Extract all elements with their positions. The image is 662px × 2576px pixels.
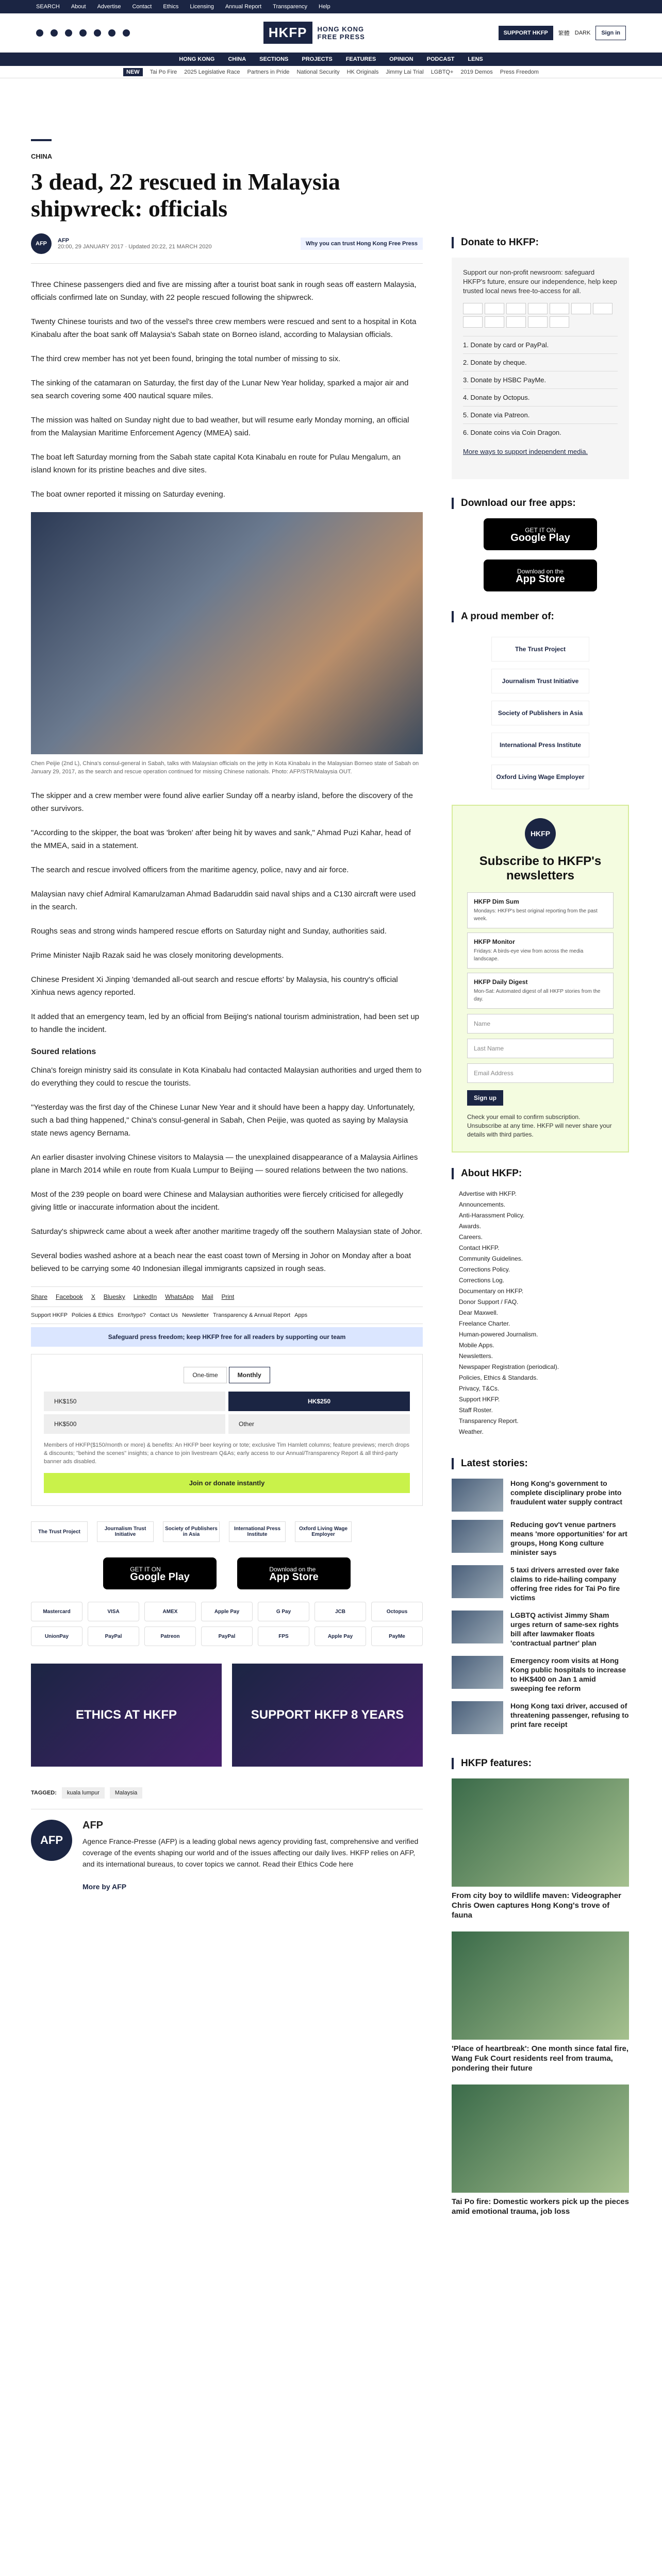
badge-big: Google Play — [510, 532, 570, 544]
newsletter-options — [467, 892, 614, 1009]
latest-item[interactable] — [452, 1611, 629, 1648]
nav-item[interactable]: LENS — [468, 56, 483, 62]
about-link[interactable]: Transparency Report. — [459, 1417, 519, 1425]
paragraph: Malaysian navy chief Admiral Kamarulzaman Ahmad Badaruddin said naval ships and a C130 aircraft were used in the search. — [31, 890, 416, 911]
app-store-badges — [31, 1557, 423, 1589]
latest-item[interactable] — [452, 1656, 629, 1693]
footer-link[interactable]: Error/typo? — [118, 1312, 146, 1318]
share-link[interactable]: Share — [31, 1293, 48, 1300]
feature-item[interactable] — [452, 1778, 629, 1920]
byline-text: AFP 20:00, 29 JANUARY 2017 · Updated 20:22, 21 MARCH 2020 — [58, 238, 212, 250]
trending-bar — [0, 66, 662, 78]
latest-item[interactable] — [452, 1701, 629, 1734]
payment-logo: AMEX — [144, 1602, 196, 1621]
about-heading: About HKFP: — [452, 1168, 629, 1179]
newsletter-option[interactable] — [467, 933, 614, 969]
about-link[interactable]: Newspaper Registration (periodical). — [459, 1363, 559, 1370]
badge-big: App Store — [269, 1571, 319, 1583]
support-links — [31, 1307, 423, 1324]
badge-big: Google Play — [130, 1571, 190, 1583]
newsletter-note: Check your email to confirm subscription. Unsubscribe at any time. HKFP will never share your details with third parties. — [467, 1113, 612, 1138]
latest-headline[interactable]: Emergency room visits at Hong Kong public hospitals to increase to HK$400 on Jan 1 amid sweeping fee reform — [510, 1656, 626, 1692]
about-link[interactable]: Policies, Ethics & Standards. — [459, 1374, 538, 1381]
member-heading: A proud member of: — [452, 611, 629, 622]
amex-icon — [506, 303, 526, 314]
features-heading: HKFP features: — [452, 1758, 629, 1769]
paypal-icon — [485, 316, 504, 328]
paragraph: Several bodies washed ashore at a beach near the east coast town of Mersing in Johor on Monday after a boat believed to be carrying some 40 Indonesian illegal immigrants capsized in rough seas. — [31, 1251, 411, 1273]
share-link[interactable]: X — [91, 1293, 95, 1300]
logo-line-1: HONG KONG — [317, 25, 365, 33]
latest-item[interactable] — [452, 1520, 629, 1557]
topbar-link[interactable]: Transparency — [273, 4, 307, 10]
paragraph: Saturday's shipwreck came about a week after another maritime tragedy off the southern Malaysian state of Johor. — [31, 1227, 422, 1236]
author-box-name[interactable]: AFP — [82, 1820, 103, 1831]
membership-note: Members of HKFP($150/month or more) & benefits: An HKFP beer keyring or tote; exclusive Tim Hamlett columns; feature previews; merch drops & discounts; "behind the scenes" insights; a chance to join livestream Q&As; early access to our Annual/Transparency Report & all third-party banner ads disabled. — [44, 1442, 409, 1465]
unionpay-icon — [463, 316, 483, 328]
paragraph: Three Chinese passengers died and five are missing after a tourist boat sank in rough seas off eastern Malaysia, officials confirmed late on Sunday, with 22 people rescued following the shipwreck. — [31, 280, 417, 302]
about-links — [452, 1189, 629, 1437]
sidebar-app-store[interactable] — [484, 560, 597, 591]
trust-link[interactable]: Why you can trust Hong Kong Free Press — [301, 238, 423, 250]
share-link[interactable]: Mail — [202, 1293, 213, 1300]
topbar-link[interactable]: Contact — [132, 4, 152, 10]
updated-date: Updated 20:22, 21 MARCH 2020 — [128, 244, 212, 250]
feature-item[interactable] — [452, 1931, 629, 2073]
paragraph: "According to the skipper, the boat was 'broken' after being hit by waves and sank," Ahmad Puzi Kahar, head of the MMEA, said in a statement. — [31, 828, 411, 850]
x-icon[interactable] — [51, 29, 58, 37]
latest-headline[interactable]: LGBTQ activist Jimmy Sham urges return of same-sex rights bill after lawmaker floats 'contractual partner' plan — [510, 1611, 619, 1647]
donate-text[interactable]: Support our non-profit newsroom: safeguard HKFP's future, ensure our independence, help keep trusted local news free-to-access for all. — [463, 268, 617, 295]
about-link[interactable]: Corrections Policy. — [459, 1266, 510, 1273]
rss-icon[interactable] — [123, 29, 130, 37]
support-promo[interactable]: SUPPORT HKFP 8 YEARS — [232, 1664, 423, 1767]
paragraph: The skipper and a crew member were found alive earlier Sunday off a nearby island, before the discovery of the other survivors. — [31, 791, 413, 813]
promo-banners — [31, 1664, 423, 1767]
trending-item[interactable]: 2019 Demos — [460, 69, 493, 75]
about-link[interactable]: Announcements. — [459, 1201, 506, 1208]
paragraph: China's foreign ministry said its consulate in Kota Kinabalu had contacted Malaysian authorities and urged them to do everything they could to rescue the tourists. — [31, 1066, 422, 1088]
donate-option[interactable]: 1. Donate by card or PayPal. — [463, 336, 618, 353]
paragraph: Prime Minister Najib Razak said he was closely monitoring developments. — [31, 951, 284, 960]
about-link[interactable]: Contact HKFP. — [459, 1244, 500, 1251]
about-link[interactable]: Community Guidelines. — [459, 1255, 523, 1262]
payment-logo: JCB — [315, 1602, 366, 1621]
paragraph: The sinking of the catamaran on Saturday, the first day of the Lunar New Year holiday, sparked a major air and sea search covering some 400 nautical square miles. — [31, 379, 409, 400]
paragraph: Chinese President Xi Jinping 'demanded all-out search and rescue efforts' by Malaysia, his country's official Xinhua news agency reported. — [31, 975, 398, 997]
feature-stories — [452, 1778, 629, 2216]
badge-small: Download on the — [517, 568, 564, 575]
topbar-link[interactable]: Licensing — [190, 4, 214, 10]
nav-item[interactable]: CHINA — [228, 56, 246, 62]
newsletter-input[interactable]: Name — [467, 1014, 614, 1033]
byline — [31, 233, 423, 264]
donate-option[interactable]: 3. Donate by HSBC PayMe. — [463, 371, 618, 388]
logo-line-2: FREE PRESS — [317, 32, 365, 41]
one-time-option[interactable]: One-time — [184, 1367, 226, 1383]
about-link[interactable]: Anti-Harassment Policy. — [459, 1212, 525, 1219]
instagram-icon[interactable] — [65, 29, 72, 37]
about-link[interactable]: Documentary on HKFP. — [459, 1287, 524, 1295]
share-link[interactable]: Bluesky — [103, 1293, 125, 1300]
payment-logo: G Pay — [258, 1602, 309, 1621]
facebook-icon[interactable] — [36, 29, 43, 37]
latest-thumbnail[interactable] — [452, 1565, 503, 1598]
article-photo[interactable] — [31, 512, 423, 754]
amount-options — [44, 1392, 410, 1434]
about-link[interactable]: Dear Maxwell. — [459, 1309, 499, 1316]
logo-box: HKFP — [263, 22, 312, 44]
author-avatar[interactable]: AFP — [31, 233, 52, 254]
feature-image[interactable] — [452, 1778, 629, 1887]
footer-link[interactable]: Newsletter — [182, 1312, 209, 1318]
mastercard-icon — [463, 303, 483, 314]
footer-link[interactable]: Support HKFP — [31, 1312, 68, 1318]
member-logo[interactable]: International Press Institute — [491, 733, 589, 757]
badge-small: GET IT ON — [525, 527, 556, 534]
logo-text — [318, 25, 365, 41]
nav-item[interactable]: SECTIONS — [259, 56, 289, 62]
about-link[interactable]: Support HKFP. — [459, 1396, 500, 1403]
newsletter-option-desc: Mondays: HKFP's best original reporting from the past week. — [474, 908, 598, 922]
footer-link[interactable]: Transparency & Annual Report — [213, 1312, 291, 1318]
badge-small: GET IT ON — [130, 1566, 161, 1573]
trending-item[interactable]: HK Originals — [346, 69, 379, 75]
tag[interactable]: Malaysia — [110, 1787, 142, 1799]
feature-image[interactable] — [452, 2084, 629, 2193]
topbar-link[interactable]: SEARCH — [36, 4, 60, 10]
donate-option[interactable]: 2. Donate by cheque. — [463, 353, 618, 371]
paragraph: The mission was halted on Sunday night due to bad weather, but will resume early Monday morning, an official from the Malaysian Maritime Enforcement Agency (MMEA) said. — [31, 416, 409, 437]
amount-option[interactable]: HK$500 — [44, 1414, 225, 1434]
frequency-toggle — [44, 1367, 410, 1383]
subheading: Soured relations — [31, 1047, 96, 1056]
share-link[interactable]: Facebook — [56, 1293, 83, 1300]
paragraph: An earlier disaster involving Chinese visitors to Malaysia — the unexplained disappearance of a Malaysia Airlines plane in March 2014 while en route from Kuala Lumpur to Beijing — soured relations between the two nations. — [31, 1153, 418, 1175]
about-link[interactable]: Newsletters. — [459, 1352, 493, 1360]
octopus-icon — [593, 303, 613, 314]
topbar-link[interactable]: Advertise — [97, 4, 121, 10]
newsletter-option-title: HKFP Daily Digest — [474, 978, 528, 986]
newsletter-input[interactable]: Last Name — [467, 1039, 614, 1058]
article-body-2 — [31, 789, 423, 1036]
site-logo[interactable] — [263, 22, 365, 44]
more-ways-link[interactable]: More ways to support independent media. — [463, 448, 588, 455]
trending-label: NEW — [123, 68, 143, 76]
payment-logo: Mastercard — [31, 1602, 82, 1621]
payment-card-icons — [463, 303, 618, 328]
about-link[interactable]: Weather. — [459, 1428, 484, 1435]
telegram-icon[interactable] — [108, 29, 115, 37]
newsletter-option[interactable] — [467, 973, 614, 1009]
newsletter-option[interactable] — [467, 892, 614, 928]
footer-link[interactable]: Apps — [294, 1312, 308, 1318]
article-body-3 — [31, 1064, 423, 1275]
newsletter-title: Subscribe to HKFP's newsletters — [479, 854, 602, 883]
monthly-option[interactable]: Monthly — [229, 1367, 270, 1383]
share-link[interactable]: Print — [221, 1293, 235, 1300]
latest-thumbnail[interactable] — [452, 1520, 503, 1553]
paragraph: The boat owner reported it missing on Saturday evening. — [31, 490, 225, 499]
sidebar — [452, 237, 629, 2228]
visa-icon — [485, 303, 504, 314]
nav-item[interactable]: PODCAST — [426, 56, 455, 62]
donate-box — [452, 258, 629, 479]
member-logo[interactable]: The Trust Project — [31, 1521, 88, 1542]
share-link[interactable]: WhatsApp — [165, 1293, 194, 1300]
about-link[interactable]: Mobile Apps. — [459, 1342, 494, 1349]
ethics-promo[interactable]: ETHICS AT HKFP — [31, 1664, 222, 1767]
latest-thumbnail[interactable] — [452, 1479, 503, 1512]
donation-widget — [31, 1354, 423, 1506]
feature-headline[interactable]: From city boy to wildlife maven: Videographer Chris Owen captures Hong Kong's trove of fauna — [452, 1891, 621, 1920]
nav-item[interactable]: OPINION — [389, 56, 413, 62]
payme-icon — [550, 316, 569, 328]
gpay-icon — [550, 303, 569, 314]
latest-item[interactable] — [452, 1565, 629, 1602]
paragraph: It added that an emergency team, led by an official from Beijing's national tourism administration, had been set up to handle the incident. — [31, 1012, 420, 1034]
newsletter-logo: HKFP — [525, 818, 556, 849]
member-logo[interactable]: Journalism Trust Initiative — [97, 1521, 154, 1542]
payment-logo: UnionPay — [31, 1626, 82, 1646]
article-body-1 — [31, 278, 423, 501]
publish-date: 20:00, 29 JANUARY 2017 — [58, 244, 124, 250]
trending-item[interactable]: Partners in Pride — [247, 69, 290, 75]
youtube-icon[interactable] — [94, 29, 101, 37]
payment-logo: Apple Pay — [201, 1602, 253, 1621]
about-link[interactable]: Careers. — [459, 1233, 483, 1241]
latest-headline[interactable]: Hong Kong taxi driver, accused of threatening passenger, refusing to print fare receipt — [510, 1702, 629, 1728]
latest-headline[interactable]: Hong Kong's government to complete disciplinary probe into fraudulent water supply contract — [510, 1479, 623, 1506]
author-box-avatar[interactable]: AFP — [31, 1820, 72, 1861]
newsletter-fields — [467, 1014, 614, 1083]
nav-item[interactable]: HONG KONG — [179, 56, 215, 62]
payment-logo: FPS — [258, 1626, 309, 1646]
trending-item[interactable]: National Security — [296, 69, 340, 75]
safeguard-banner[interactable]: Safeguard press freedom; keep HKFP free for all readers by supporting our team — [31, 1327, 423, 1347]
topbar-link[interactable]: Annual Report — [225, 4, 262, 10]
donate-option[interactable]: 5. Donate via Patreon. — [463, 406, 618, 423]
about-link[interactable]: Human-powered Journalism. — [459, 1331, 538, 1338]
paragraph: The third crew member has not yet been found, bringing the total number of missing to six. — [31, 354, 341, 363]
about-link[interactable]: Corrections Log. — [459, 1277, 505, 1284]
member-logos — [31, 1521, 423, 1542]
trending-item[interactable]: Tai Po Fire — [150, 69, 177, 75]
donate-heading: Donate to HKFP: — [452, 237, 629, 248]
latest-item[interactable] — [452, 1479, 629, 1512]
feature-image[interactable] — [452, 1931, 629, 2040]
apps-heading: Download our free apps: — [452, 498, 629, 509]
latest-heading: Latest stories: — [452, 1458, 629, 1469]
member-logo[interactable]: International Press Institute — [229, 1521, 286, 1542]
share-link[interactable]: LinkedIn — [133, 1293, 157, 1300]
trending-item[interactable]: Press Freedom — [500, 69, 539, 75]
donate-option[interactable]: 4. Donate by Octopus. — [463, 388, 618, 406]
header-actions — [499, 26, 626, 40]
latest-headline[interactable]: 5 taxi drivers arrested over fake claims to ride-hailing company offering free rides for Tai Po fire victims — [510, 1566, 620, 1602]
feature-headline[interactable]: Tai Po fire: Domestic workers pick up the pieces amid emotional trauma, job loss — [452, 2197, 629, 2216]
article — [31, 139, 423, 1904]
member-logo[interactable]: The Trust Project — [491, 637, 589, 662]
patreon-icon — [506, 316, 526, 328]
article-title: 3 dead, 22 rescued in Malaysia shipwreck: officials — [31, 168, 340, 222]
author-name[interactable]: AFP — [58, 238, 69, 244]
payment-logo: PayPal — [201, 1626, 253, 1646]
member-logo[interactable]: Journalism Trust Initiative — [491, 669, 589, 693]
photo-caption: Chen Peijie (2nd L), China's consul-general in Sabah, talks with Malaysian officials on the jetty in Kota Kinabalu in the Malaysian Borneo state of Sabah on January 29, 2017, as the search and rescue operation continued for missing Chinese nationals. Photo: AFP/STR/Malaysia OUT. — [31, 760, 419, 775]
member-logo[interactable]: Oxford Living Wage Employer — [491, 765, 589, 789]
paragraph: Most of the 239 people on board were Chinese and Malaysian authorities were fiercely criticised for allegedly giving little or inaccurate information about the incident. — [31, 1190, 404, 1212]
signup-button[interactable]: Sign up — [467, 1090, 503, 1106]
member-logo[interactable]: Oxford Living Wage Employer — [295, 1521, 352, 1542]
payment-logo: Apple Pay — [315, 1626, 366, 1646]
payment-logo: Patreon — [144, 1626, 196, 1646]
about-link[interactable]: Advertise with HKFP. — [459, 1190, 517, 1197]
amount-option-selected[interactable]: HK$250 — [228, 1392, 410, 1411]
site-header — [0, 13, 662, 53]
paragraph: Twenty Chinese tourists and two of the vessel's three crew members were rescued and sent to a hospital in Kota Kinabalu after the boat sank off Malaysia's Sabah state on Borneo island, according to Malaysian officials. — [31, 317, 417, 339]
about-link[interactable]: Donor Support / FAQ. — [459, 1298, 519, 1306]
paragraph: Roughs seas and strong winds hampered rescue efforts on Saturday night and Sunday, authorities said. — [31, 927, 387, 936]
nav-item[interactable]: FEATURES — [345, 56, 376, 62]
newsletter-box — [452, 805, 629, 1153]
join-button[interactable]: Join or donate instantly — [44, 1473, 410, 1493]
footer-link[interactable]: Policies & Ethics — [71, 1312, 114, 1318]
donate-options — [463, 336, 618, 441]
share-bar — [31, 1286, 423, 1307]
payment-logo: VISA — [88, 1602, 139, 1621]
applepay-icon — [528, 303, 548, 314]
top-utility-bar — [0, 0, 662, 13]
category-label[interactable]: CHINA — [31, 152, 53, 160]
support-button[interactable]: SUPPORT HKFP — [499, 26, 553, 40]
member-logo[interactable]: Society of Publishers in Asia — [491, 701, 589, 725]
fps-icon — [528, 316, 548, 328]
latest-thumbnail[interactable] — [452, 1656, 503, 1689]
paragraph: "Yesterday was the first day of the Chinese Lunar New Year and it should have been a happy day. Unfortunately, such a bad thing happened," China's consul-general in Sabah, Chen Peijie, was quoted as saying by Malaysia state news agency Bernama. — [31, 1103, 415, 1138]
payment-logo: PayMe — [371, 1626, 423, 1646]
jcb-icon — [571, 303, 591, 314]
latest-thumbnail[interactable] — [452, 1611, 503, 1643]
newsletter-input[interactable]: Email Address — [467, 1063, 614, 1083]
divider — [31, 139, 52, 141]
author-bio: Agence France-Presse (AFP) is a leading global news agency providing fast, comprehensive and verified coverage of the events shaping our world and of the issues affecting our daily lives. HKFP relies on AFP, and its international bureaus, to cover topics we cannot. Read their Ethics Code here — [82, 1837, 419, 1868]
sidebar-google-play[interactable] — [484, 518, 597, 550]
language-toggle[interactable]: 繁體 — [558, 30, 570, 37]
donate-option[interactable]: 6. Donate coins via Coin Dragon. — [463, 423, 618, 441]
member-logo[interactable]: Society of Publishers in Asia — [163, 1521, 220, 1542]
author-box — [31, 1820, 423, 1904]
latest-headline[interactable]: Reducing gov't venue partners means 'more opportunities' for art groups, Hong Kong culture minister says — [510, 1520, 627, 1556]
feature-item[interactable] — [452, 2084, 629, 2216]
trending-item[interactable]: 2025 Legislative Race — [184, 69, 240, 75]
badge-small: Download on the — [269, 1566, 316, 1573]
nav-item[interactable]: PROJECTS — [302, 56, 333, 62]
badge-big: App Store — [516, 573, 565, 585]
tag[interactable]: kuala lumpur — [62, 1787, 105, 1799]
paragraph: The boat left Saturday morning from the Sabah state capital Kota Kinabalu en route for Pulau Mengalum, an island known for its pristine beaches and dive sites. — [31, 453, 401, 474]
main-nav — [0, 53, 662, 66]
amount-option[interactable]: HK$150 — [44, 1392, 225, 1411]
amount-option-other[interactable]: Other — [228, 1414, 410, 1434]
app-store-badge[interactable] — [237, 1557, 351, 1589]
newsletter-option-desc: Mon-Sat: Automated digest of all HKFP stories from the day. — [474, 989, 601, 1002]
google-play-badge[interactable] — [103, 1557, 217, 1589]
social-icons — [36, 29, 130, 37]
latest-thumbnail[interactable] — [452, 1701, 503, 1734]
about-link[interactable]: Awards. — [459, 1223, 482, 1230]
topbar-link[interactable]: About — [71, 4, 86, 10]
sign-in-button[interactable]: Sign in — [595, 26, 626, 40]
more-by-link[interactable]: More by AFP — [82, 1883, 127, 1891]
feature-headline[interactable]: 'Place of heartbreak': One month since fatal fire, Wang Fuk Court residents reel from trauma, pondering their future — [452, 2044, 629, 2073]
latest-stories — [452, 1479, 629, 1734]
about-link[interactable]: Staff Roster. — [459, 1406, 493, 1414]
topbar-link[interactable]: Ethics — [163, 4, 179, 10]
trending-item[interactable]: Jimmy Lai Trial — [386, 69, 424, 75]
member-list — [452, 632, 629, 805]
about-link[interactable]: Freelance Charter. — [459, 1320, 510, 1327]
trending-item[interactable]: LGBTQ+ — [431, 69, 454, 75]
tags — [31, 1787, 423, 1809]
payment-logo: Octopus — [371, 1602, 423, 1621]
about-link[interactable]: Privacy, T&Cs. — [459, 1385, 500, 1392]
topbar-link[interactable]: Help — [319, 4, 330, 10]
payment-methods — [31, 1602, 423, 1646]
paragraph: The search and rescue involved officers from the maritime agency, police, navy and air force. — [31, 866, 349, 874]
newsletter-option-desc: Fridays: A birds-eye view from across the media landscape. — [474, 948, 584, 962]
linkedin-icon[interactable] — [79, 29, 87, 37]
tags-label: TAGGED: — [31, 1790, 57, 1796]
dark-mode-toggle[interactable]: DARK — [574, 29, 591, 36]
footer-link[interactable]: Contact Us — [150, 1312, 178, 1318]
newsletter-option-title: HKFP Monitor — [474, 938, 515, 945]
newsletter-option-title: HKFP Dim Sum — [474, 898, 519, 905]
payment-logo: PayPal — [88, 1626, 139, 1646]
